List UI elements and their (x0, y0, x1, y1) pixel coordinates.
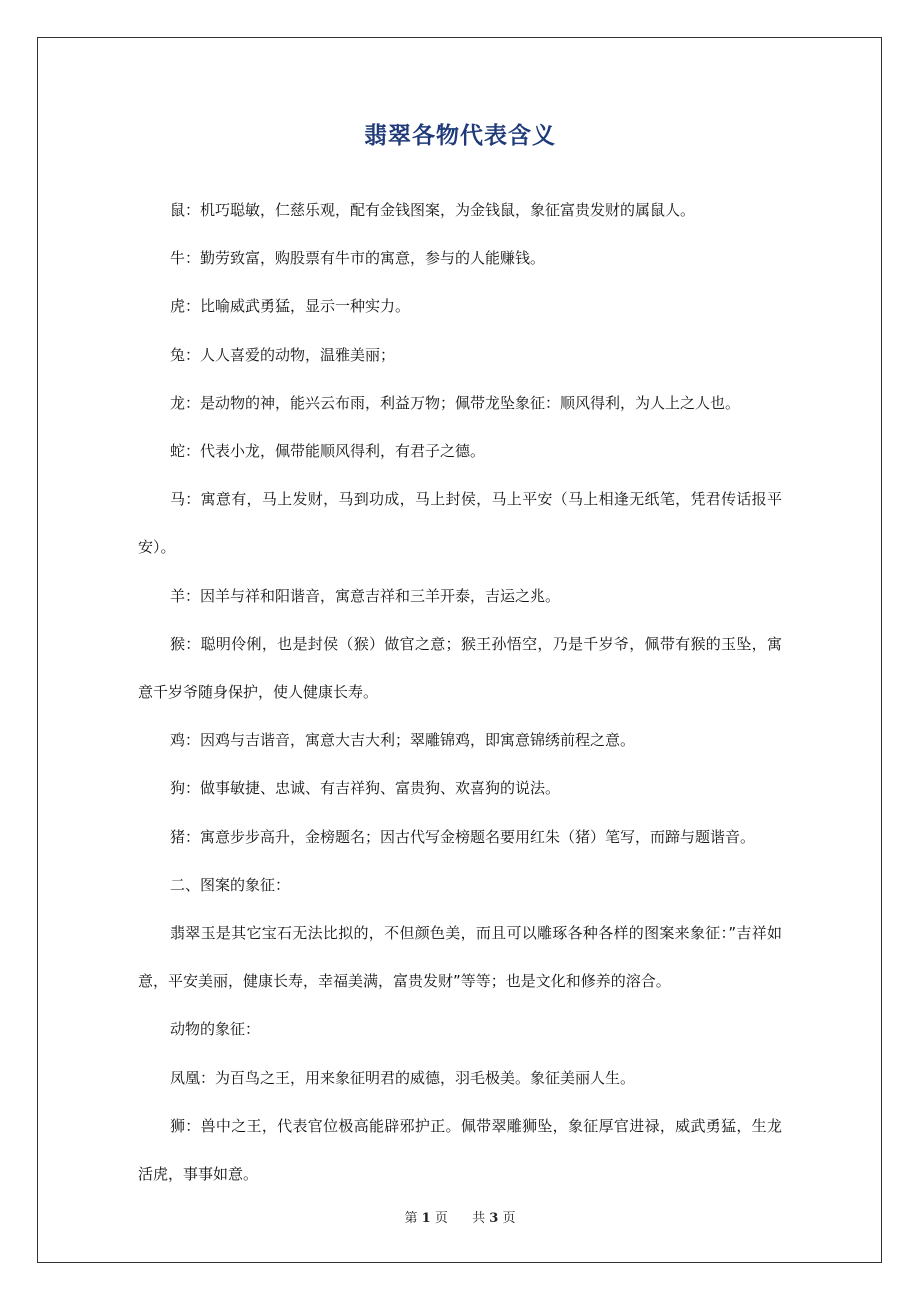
document-body (138, 186, 782, 1198)
page-footer (0, 1207, 920, 1226)
total-suffix: 页 (502, 1211, 516, 1226)
paragraph-dragon: 龙：是动物的神，能兴云布雨，利益万物；佩带龙坠象征：顺风得利，为人上之人也。 (170, 393, 741, 412)
page-total: 3 (489, 1211, 499, 1226)
section-heading-patterns: 二、图案的象征： (170, 875, 291, 894)
paragraph-rooster: 鸡：因鸡与吉谐音，寓意大吉大利；翠雕锦鸡，即寓意锦绣前程之意。 (170, 731, 636, 750)
page-suffix: 页 (434, 1211, 448, 1226)
paragraph-pig: 猪：寓意步步高升，金榜题名；因古代写金榜题名要用红朱（猪）笔写，而蹄与题谐音。 (170, 827, 756, 846)
paragraph-snake: 蛇：代表小龙，佩带能顺风得利，有君子之德。 (170, 442, 486, 461)
paragraph-dog: 狗：做事敏捷、忠诚、有吉祥狗、富贵狗、欢喜狗的说法。 (170, 779, 561, 798)
paragraph-phoenix: 凤凰：为百鸟之王，用来象征明君的威德，羽毛极美。象征美丽人生。 (170, 1068, 636, 1087)
paragraph-tiger: 虎：比喻威武勇猛，显示一种实力。 (170, 297, 411, 316)
paragraph-lion: 狮：兽中之王，代表官位极高能辟邪护正。佩带翠雕狮坠，象征厚官进禄，威武勇猛，生龙活虎，事事如意。 (138, 1116, 782, 1184)
paragraph-rabbit: 兔：人人喜爱的动物，温雅美丽； (170, 345, 396, 364)
paragraph-ox: 牛：勤劳致富，购股票有牛市的寓意，参与的人能赚钱。 (170, 249, 546, 268)
page-prefix: 第 (404, 1211, 418, 1226)
paragraph-jade-intro: 翡翠玉是其它宝石无法比拟的，不但颜色美，而且可以雕琢各种各样的图案来象征：”吉祥如意，平安美丽，健康长寿，幸福美满，富贵发财”等等；也是文化和修养的溶合。 (138, 924, 782, 991)
page-current: 1 (421, 1211, 431, 1226)
paragraph-monkey: 猴：聪明伶俐，也是封侯（猴）做官之意；猴王孙悟空，乃是千岁爷，佩带有猴的玉坠，寓意千岁爷随身保护，使人健康长寿。 (138, 634, 782, 702)
total-prefix: 共 (472, 1211, 486, 1226)
paragraph-horse: 马：寓意有，马上发财，马到功成，马上封侯，马上平安（马上相逢无纸笔，凭君传话报平安）。 (138, 490, 782, 557)
paragraph-goat: 羊：因羊与祥和阳谐音，寓意吉祥和三羊开泰，吉运之兆。 (170, 586, 561, 605)
paragraph-rat: 鼠：机巧聪敏，仁慈乐观，配有金钱图案，为金钱鼠，象征富贵发财的属鼠人。 (170, 201, 696, 219)
subheading-animal-symbols: 动物的象征： (170, 1020, 261, 1039)
document-title: 翡翠各物代表含义 (364, 123, 556, 149)
